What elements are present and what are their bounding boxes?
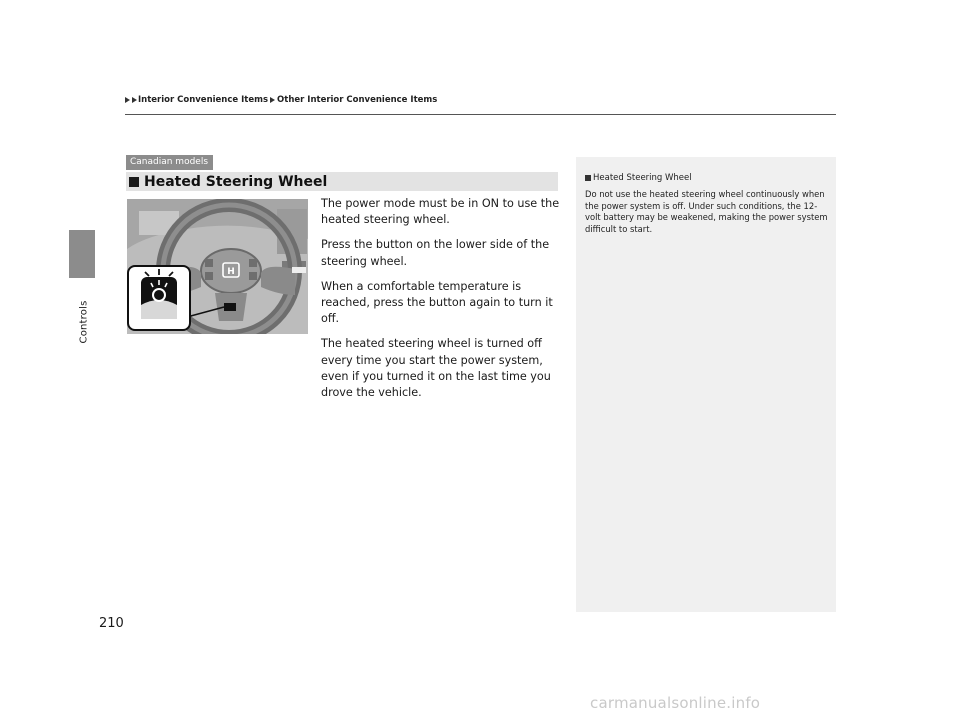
- note-title: [585, 173, 692, 183]
- chapter-label: Controls: [78, 300, 90, 344]
- section-title: Heated Steering Wheel: [144, 173, 328, 190]
- steering-wheel-figure: [127, 199, 308, 334]
- page-number: 210: [99, 616, 124, 631]
- breadcrumb: [125, 95, 437, 105]
- paragraph-press-button: Press the button on the lower side of the steering wheel.: [321, 238, 550, 268]
- breadcrumb-item-interior-convenience[interactable]: Interior Convenience Items: [138, 95, 269, 105]
- note-marker-icon: [585, 175, 591, 181]
- svg-text:H: H: [227, 267, 235, 277]
- paragraph-turn-off: When a comfortable temperature is reached, press the button again to turn it off.: [321, 279, 553, 326]
- header-rule: [125, 114, 836, 115]
- breadcrumb-item-other-interior[interactable]: Other Interior Convenience Items: [277, 95, 438, 105]
- breadcrumb-arrow-icon: [125, 97, 130, 103]
- paragraph-power-mode: The power mode must be in ON to use the heated steering wheel.: [321, 197, 560, 227]
- note-title-text: Heated Steering Wheel: [593, 173, 692, 183]
- breadcrumb-arrow-icon: [132, 97, 137, 103]
- section-header: [126, 172, 558, 191]
- note-body: Do not use the heated steering wheel continuously when the power system is off. Under such conditions, the 12-volt battery may be weakened, making the power system difficult to start.: [585, 189, 828, 234]
- watermark: carmanualsonline.info: [590, 694, 761, 712]
- section-body: [321, 196, 561, 410]
- chapter-tab: [69, 230, 95, 278]
- model-badge: Canadian models: [126, 155, 213, 170]
- breadcrumb-arrow-icon: [270, 97, 275, 103]
- section-square-icon: [129, 177, 139, 187]
- paragraph-auto-off: The heated steering wheel is turned off every time you start the power system, even if you turned it on the last time you drove the vehicle.: [321, 337, 551, 400]
